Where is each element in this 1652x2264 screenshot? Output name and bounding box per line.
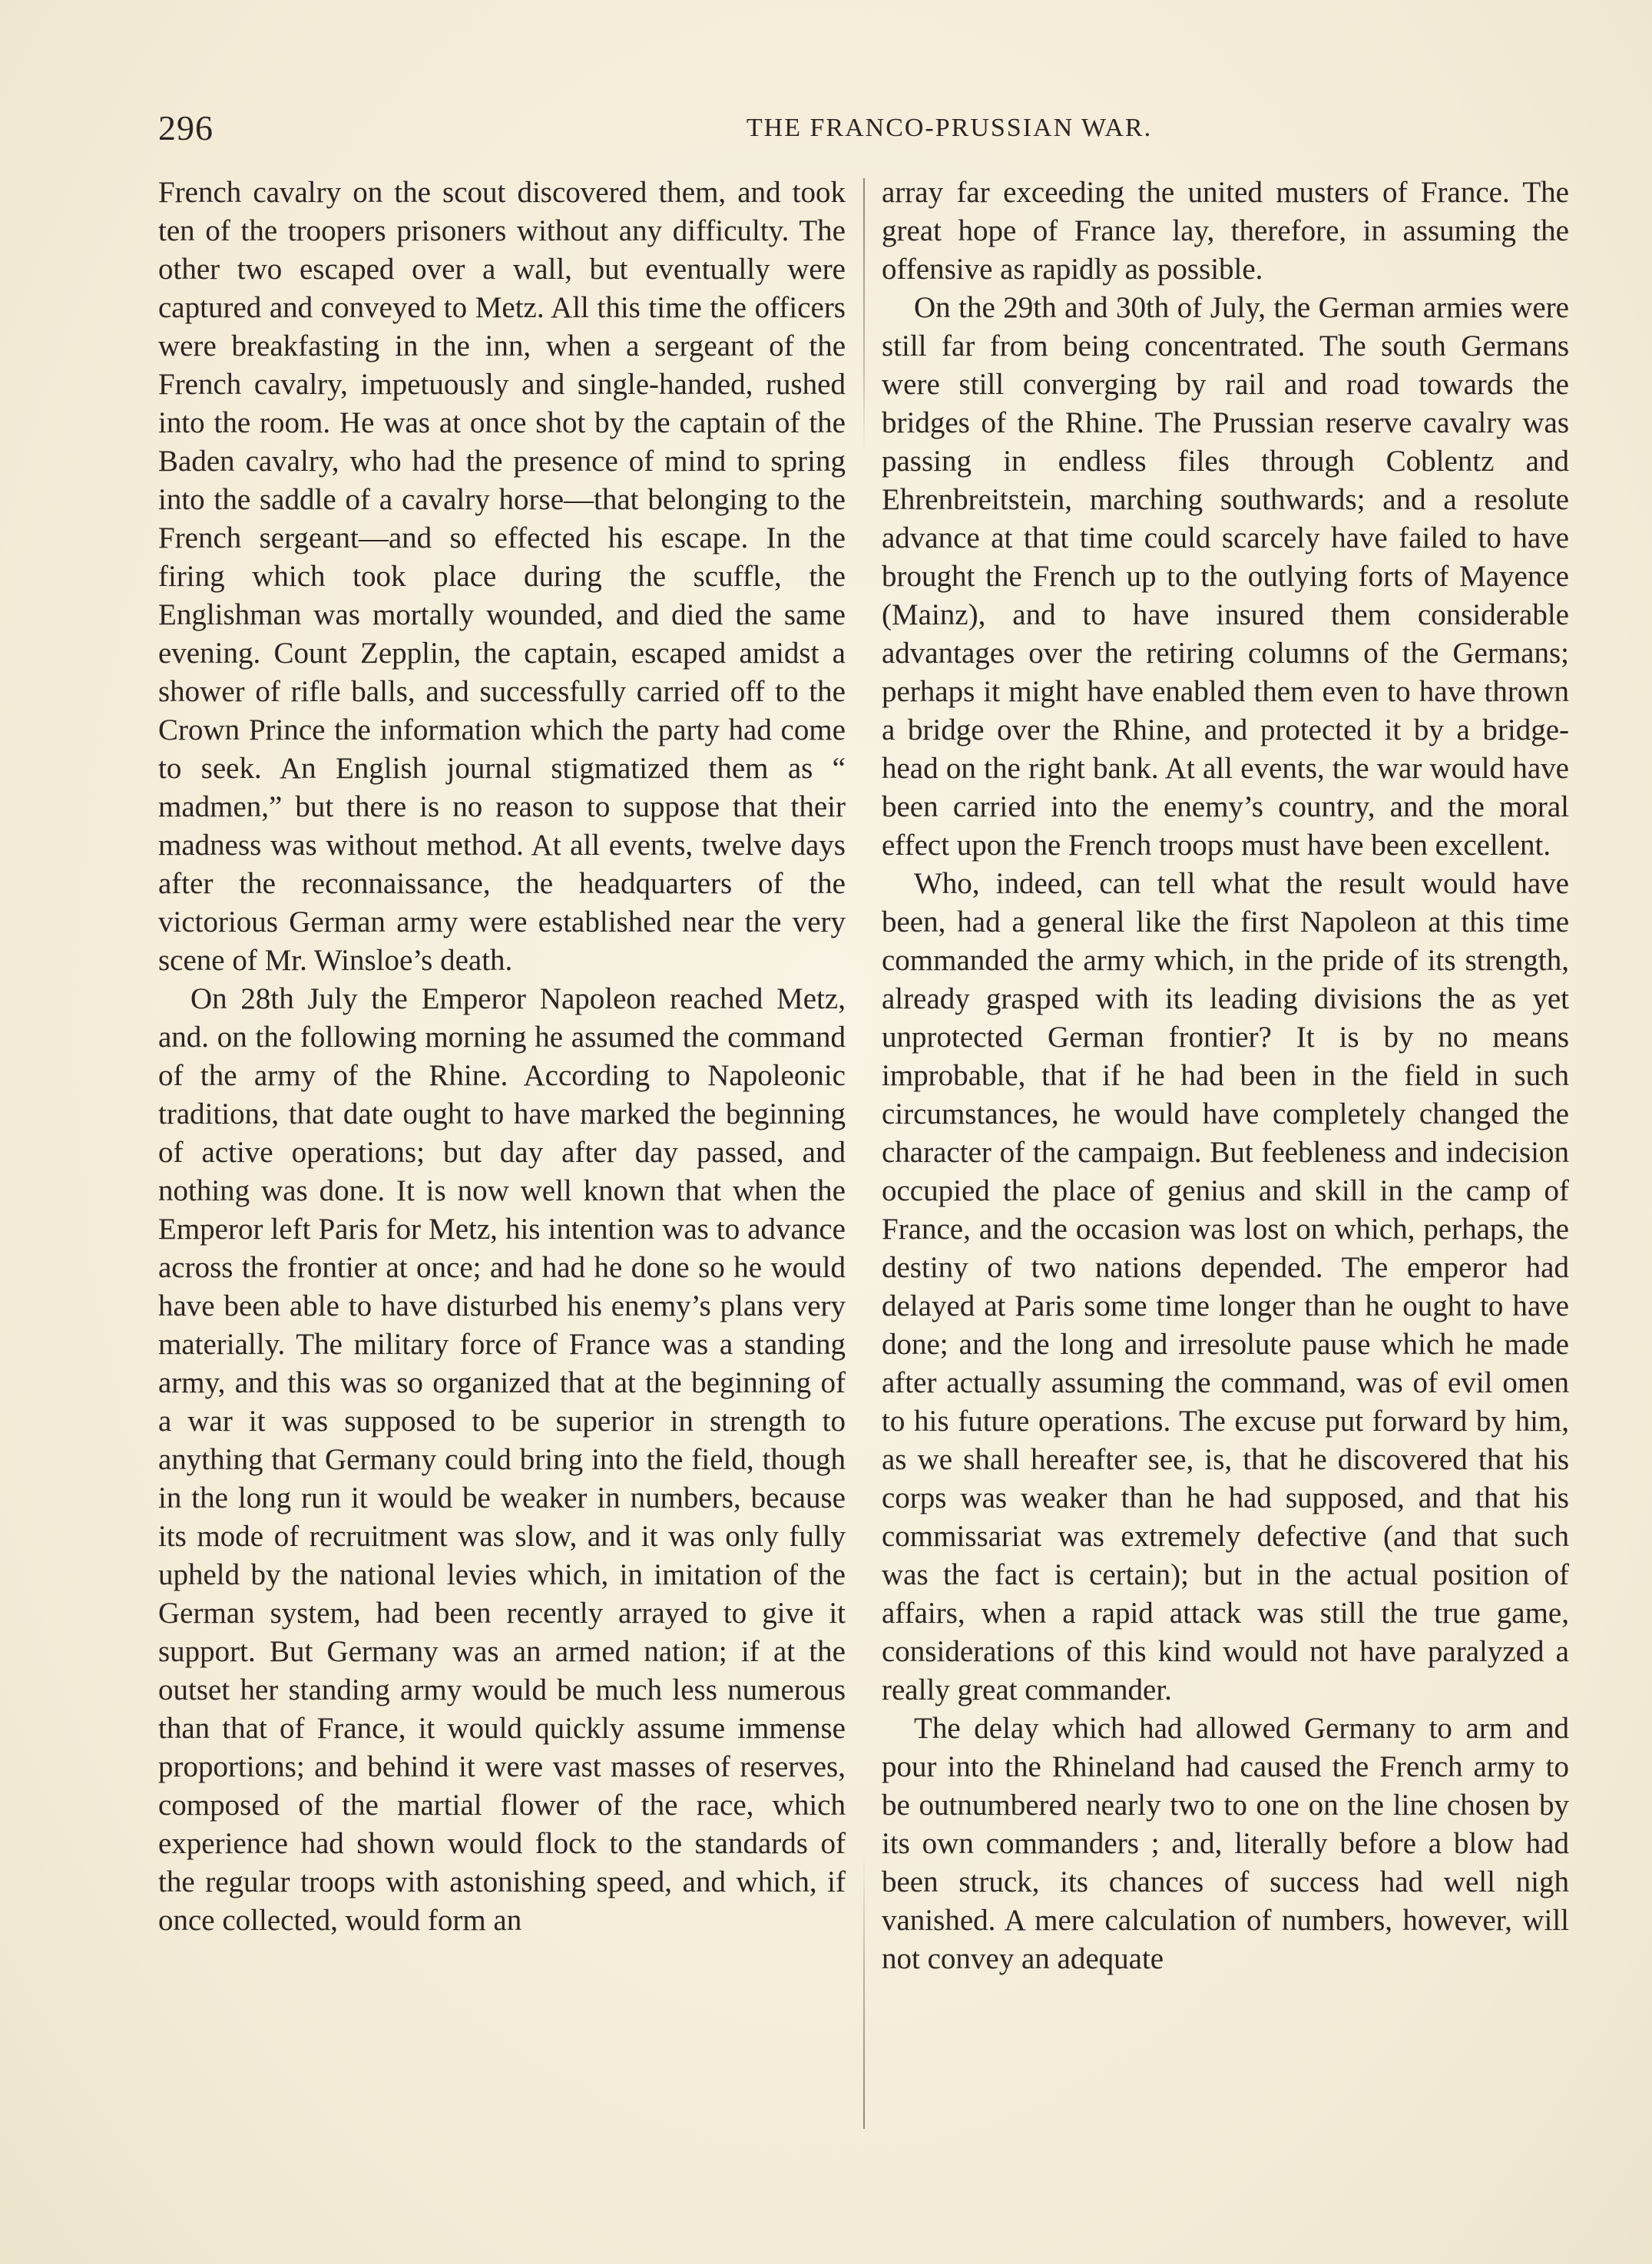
page-number: 296 <box>158 108 214 147</box>
paragraph: Who, indeed, can tell what the result would have been, had a general like the first Napoleon at this time commanded the army which, in the pride of its strength, already grasped with its leading divisions the as yet unprotected German frontier? It is by no means improbable, that if he had been in the field in such circumstances, he would have completely changed the character of the campaign. But feebleness and indecision occupied the place of genius and skill in the camp of France, and the occasion was lost on which, perhaps, the destiny of two nations depended. The emperor had delayed at Paris some time longer than he ought to have done; and the long and irresolute pause which he made after actually assuming the command, was of evil omen to his future operations. The excuse put forward by him, as we shall hereafter see, is, that he discovered that his corps was weaker than he had supposed, and that his commissariat was extremely defective (and that such was the fact is certain); but in the actual position of affairs, when a rapid attack was still the true game, considerations of this kind would not have paralyzed a really great commander. <box>882 867 1569 1706</box>
paragraph: French cavalry on the scout discovered them, and took ten of the troopers prisoners without any difficulty. The other two escaped over a wall, but eventually were captured and conveyed to Metz. All this time the officers were breakfasting in the inn, when a sergeant of the French cavalry, impetuously and single-handed, rushed into the room. He was at once shot by the captain of the Baden cavalry, who had the presence of mind to spring into the saddle of a cavalry horse—that belonging to the French sergeant—and so effected his escape. In the firing which took place during the scuffle, the Englishman was mortally wounded, and died the same evening. Count Zepplin, the captain, escaped amidst a shower of rifle balls, and successfully carried off to the Crown Prince the information which the party had come to seek. An English journal stigmatized them as “ madmen,” but there is no reason to suppose that their madness was without method. At all events, twelve days after the reconnaissance, the headquarters of the victorious German army were established near the very scene of Mr. Winsloe’s death. <box>158 176 846 977</box>
running-head <box>158 108 1621 154</box>
running-title: THE FRANCO-PRUSSIAN WAR. <box>746 114 1153 142</box>
paragraph: On the 29th and 30th of July, the German armies were still far from being concentrated. The south Germans were still converging by rail and road towards the bridges of the Rhine. The Prussian reserve cavalry was passing in endless files through Coblentz and Ehrenbreitstein, marching southwards; and a resolute advance at that time could scarcely have failed to have brought the French up to the outlying forts of Mayence (Mainz), and to have insured them considerable advantages over the retiring columns of the Germans; perhaps it might have enabled them even to have thrown a bridge over the Rhine, and protected it by a bridge-head on the right bank. At all events, the war would have been carried into the enemy’s country, and the moral effect upon the French troops must have been excellent. <box>882 291 1569 862</box>
paragraph: array far exceeding the united musters of France. The great hope of France lay, therefore, in assuming the offensive as rapidly as possible. <box>882 176 1569 286</box>
left-column <box>158 174 846 1940</box>
right-column <box>882 174 1569 1978</box>
paragraph: The delay which had allowed Germany to arm and pour into the Rhineland had caused the French army to be outnumbered nearly two to one on the line chosen by its own commanders ; and, literally before a blow had been struck, its chances of success had well nigh vanished. A mere calculation of numbers, however, will not convey an adequate <box>882 1712 1569 1975</box>
paragraph: On 28th July the Emperor Napoleon reached Metz, and. on the following morning he assumed the command of the army of the Rhine. According to Napoleonic traditions, that date ought to have marked the beginning of active operations; but day after day passed, and nothing was done. It is now well known that when the Emperor left Paris for Metz, his intention was to advance across the frontier at once; and had he done so he would have been able to have disturbed his enemy’s plans very materially. The military force of France was a standing army, and this was so organized that at the beginning of a war it was supposed to be superior in strength to anything that Germany could bring into the field, though in the long run it would be weaker in numbers, because its mode of recruitment was slow, and it was only fully upheld by the national levies which, in imitation of the German system, had been recently arrayed to give it support. But Germany was an armed nation; if at the outset her standing army would be much less numerous than that of France, it would quickly assume immense proportions; and behind it were vast masses of reserves, composed of the martial flower of the race, which experience had shown would flock to the standards of the regular troops with astonishing speed, and which, if once collected, would form an <box>158 982 846 1937</box>
column-divider <box>863 178 865 2129</box>
